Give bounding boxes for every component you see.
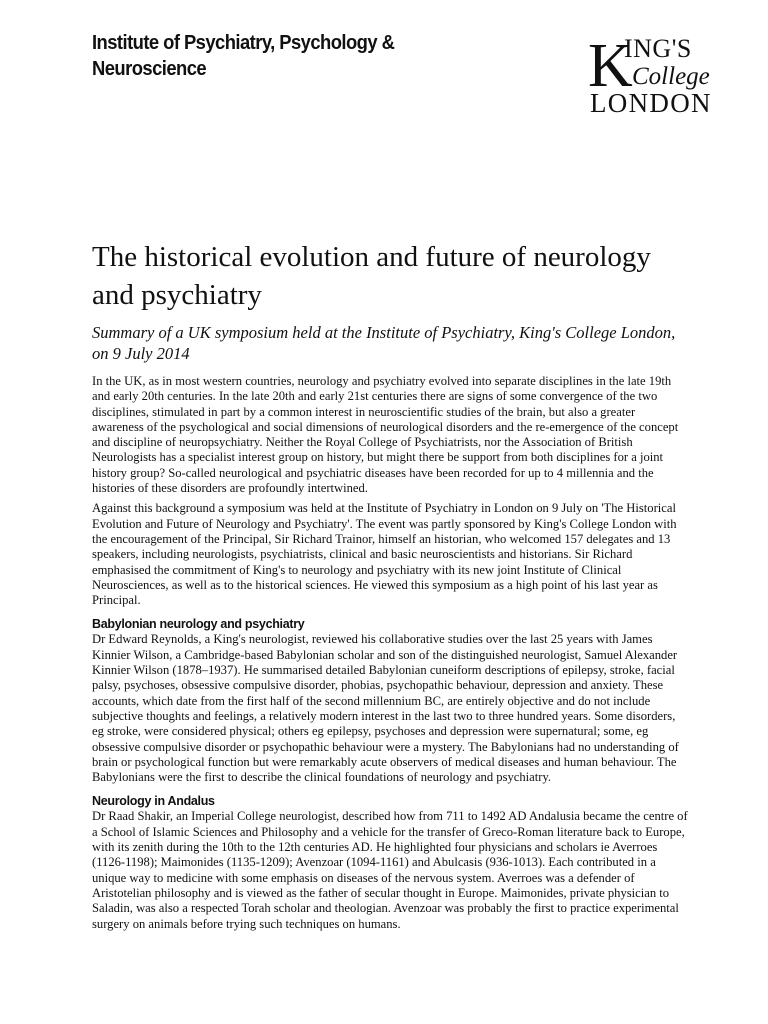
section-heading: Neurology in Andalus: [92, 794, 215, 809]
section-text: Dr Edward Reynolds, a King's neurologist, reviewed his collaborative studies over the last 25 years with James Kinnier Wilson, a Cambridge-based Babylonian scholar and son of the distinguished neurologist, Samuel Alexander Kinnier Wilson (1878–1937). He summarised detailed Babylonian cuneiform descriptions of epilepsy, stroke, facial palsy, psychoses, obsessive compulsive disorder, phobias, psychopathic behaviour, depression and anxiety. These accounts, which date from the first half of the second millennium BC, are entirely objective and do not include subjective thoughts and feelings, a relatively modern interest in the last two to three hundred years. Some disorders, eg stroke, were considered physical; others eg epilepsy, psychoses and depression were supernatural; some, eg obsessive compulsive disorder or psychopathic behaviour were a mystery. The Babylonians had no understanding of brain or psychological function but were remarkably acute observers of medical diseases and human behaviour. The Babylonians were the first to describe the clinical foundations of neurology and psychiatry.: [92, 632, 679, 785]
logo-letter-k: K: [588, 32, 633, 100]
section-babylonian: [92, 616, 690, 785]
section-text: Dr Raad Shakir, an Imperial College neurologist, described how from 711 to 1492 AD Andalusia became the centre of a School of Islamic Sciences and Philosophy and a vehicle for the transfer of Greco-Roman literature back to Europe, with its zenith during the 10th to the 12th centuries AD. He highlighted four physicians and scholars ie Averroes (1126-1198); Maimonides (1135-1209); Avenzoar (1094-1161) and Abulcasis (936-1013). Each contributed in a unique way to medicine with some emphasis on diseases of the nervous system. Averroes was a defender of Aristotelian philosophy and is viewed as the father of secular thought in Europe. Maimonides, private physician to Saladin, was also a respected Torah scholar and theologian. Avenzoar was probably the first to practice experimental surgery on animals before trying such techniques on humans.: [92, 809, 688, 931]
institute-name: [92, 30, 478, 82]
document-body: [92, 374, 690, 937]
logo-ings: ING'S: [624, 34, 692, 63]
institute-name-line1: Institute of Psychiatry, Psychology &: [92, 32, 395, 54]
logo-college: College: [632, 63, 710, 90]
section-andalus: [92, 793, 690, 931]
section-heading: Babylonian neurology and psychiatry: [92, 617, 305, 632]
institute-name-line2: Neuroscience: [92, 58, 207, 80]
logo-london: LONDON: [590, 88, 712, 116]
document-title: The historical evolution and future of neurology and psychiatry: [92, 241, 651, 311]
intro-paragraph-2: Against this background a symposium was held at the Institute of Psychiatry in London on 9 July on 'The Historical Evolution and Future of Neurology and Psychiatry'. The event was partly sponsored by King's College London with the encouragement of the Principal, Sir Richard Trainor, himself an historian, who welcomed 157 delegates and 13 speakers, including neurologists, psychiatrists, clinical and basic neuroscientists and historians. Sir Richard emphasised the commitment of King's to neurology and psychiatry with its new joint Institute of Clinical Neurosciences, as well as to the historical sciences. He viewed this symposium as a high point of his last year as Principal.: [92, 501, 677, 608]
document-subtitle: Summary of a UK symposium held at the Institute of Psychiatry, King's College London, on 9 July 2014: [92, 323, 676, 363]
kings-college-london-logo: [588, 30, 738, 116]
intro-paragraph-1: In the UK, as in most western countries, neurology and psychiatry evolved into separate disciplines in the late 19th and early 20th centuries. In the late 20th and early 21st centuries there are signs of some convergence of the two disciplines, stimulated in part by a common interest in neuroscientific studies of the brain, but also a greater awareness of the psychological and social dimensions of neurological disorders and the re-emergence of the concept and discipline of neuropsychiatry. Neither the Royal College of Psychiatrists, nor the Association of British Neurologists has a specialist interest group on history, but might there be support from both disciplines for a joint history group? So-called neurological and psychiatric diseases have been recorded for up to 4 millennia and the histories of these disorders are profoundly intertwined.: [92, 374, 679, 496]
